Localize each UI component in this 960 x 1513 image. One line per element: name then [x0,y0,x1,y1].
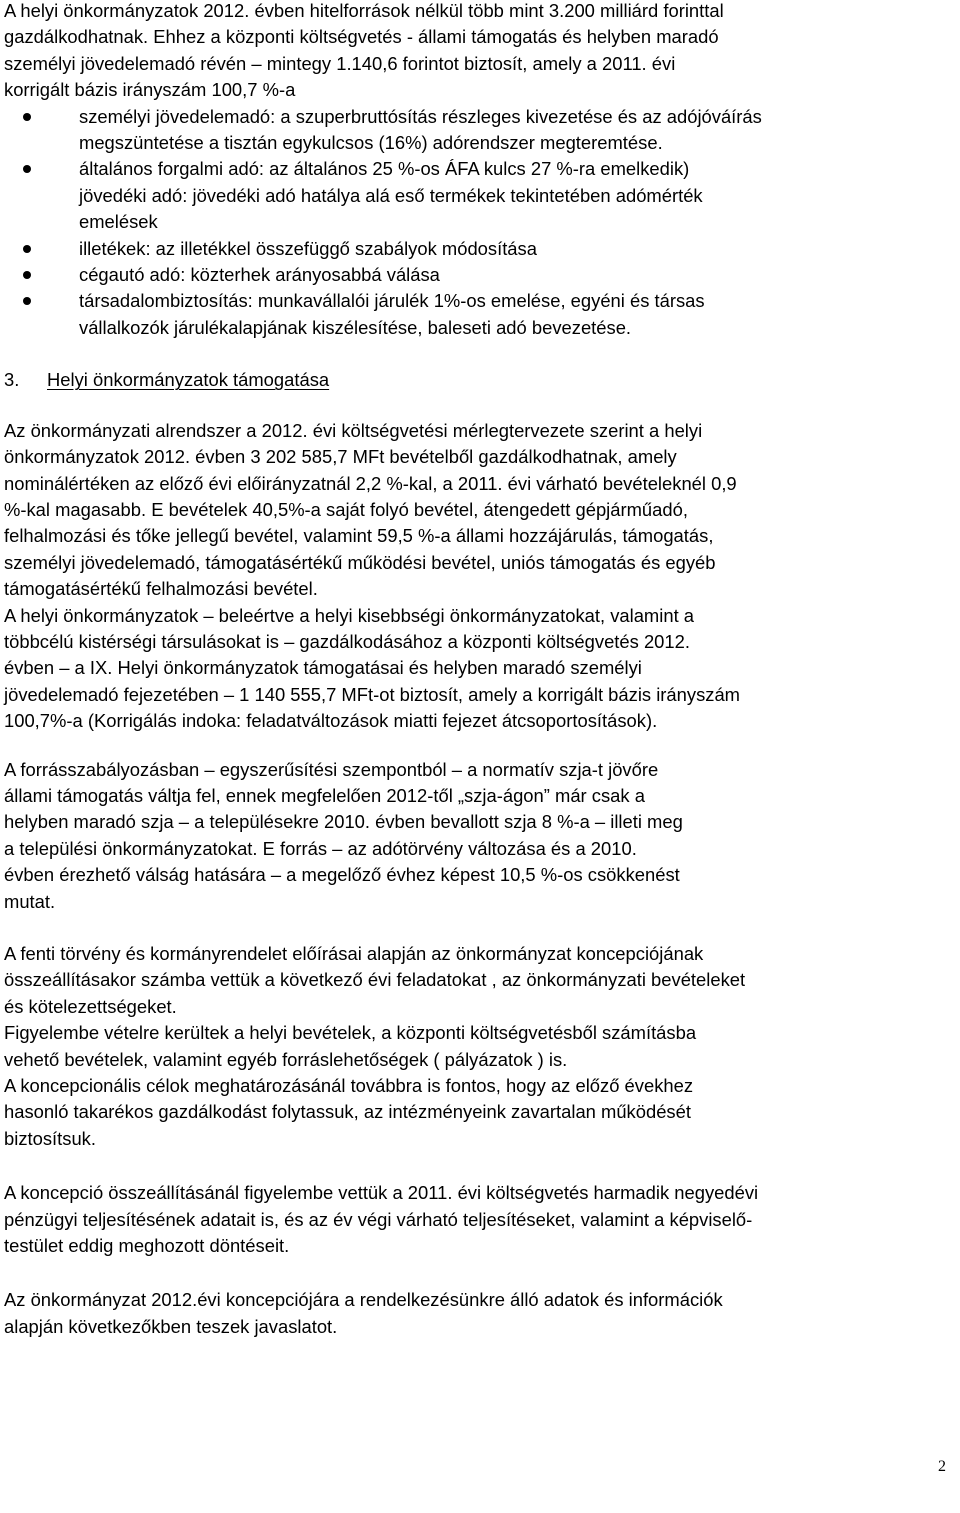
paragraph-line: évben érezhető válság hatására – a megelőző évhez képest 10,5 %-os csökkenést [4,864,680,886]
paragraph-line: A koncepcionális célok meghatározásánál továbbra is fontos, hogy az előző évekhez [4,1075,694,1097]
paragraph-line: A koncepció összeállításánál figyelembe vettük a 2011. évi költségvetés harmadik negyedévi [4,1182,759,1204]
page-number: 2 [938,1458,946,1475]
paragraph-line: pénzügyi teljesítésének adatait is, és az év végi várható teljesítéseket, valamint a képviselő- [4,1208,753,1230]
paragraph-line: évben – a IX. Helyi önkormányzatok támogatásai és helyben maradó személyi [4,657,642,679]
intro-line: személyi jövedelemadó révén – mintegy 1.140,6 forintot biztosít, amely a 2011. évi [4,52,676,74]
paragraph-javaslat [4,1287,952,1340]
paragraph-line: támogatásértékű felhalmozási bevétel. [4,578,318,600]
paragraph-line: vehető bevételek, valamint egyéb forráslehetőségek ( pályázatok ) is. [4,1048,568,1070]
paragraph-line: és kötelezettségeket. [4,995,177,1017]
bullet-line: megszüntetése a tisztán egykulcsos (16%) adórendszer megteremtése. [79,132,663,154]
paragraph-forrasszabalyozas [4,757,952,915]
paragraph-line: helyben maradó szja – a településekre 2010. évben bevallott szja 8 %-a – illeti meg [4,811,683,833]
paragraph-line: biztosítsuk. [4,1127,96,1149]
intro-line: A helyi önkormányzatok 2012. évben hitelforrások nélkül több mint 3.200 milliárd forinttal [4,0,724,21]
intro-paragraph [4,0,952,104]
bullet-item-tarsadalombiztositas [4,288,952,341]
paragraph-line: Figyelembe vételre kerültek a helyi bevételek, a központi költségvetésből számításba [4,1022,697,1044]
bullet-line: jövedéki adó: jövedéki adó hatálya alá eső termékek tekintetében adómérték [79,184,703,206]
bullet-item-afa [4,156,952,235]
paragraph-line: testület eddig meghozott döntéseit. [4,1235,290,1257]
bullet-icon [23,297,31,305]
bullet-line: személyi jövedelemadó: a szuperbruttósítás részleges kivezetése és az adójóváírás [79,105,762,127]
paragraph-line: alapján következőkben teszek javaslatot. [4,1315,338,1337]
section-heading [4,367,952,393]
bullet-line: cégautó adó: közterhek arányosabbá válása [79,264,440,286]
paragraph-line: A forrásszabályozásban – egyszerűsítési szempontból – a normatív szja-t jövőre [4,758,659,780]
intro-line: korrigált bázis irányszám 100,7 %-a [4,79,296,101]
paragraph-line: állami támogatás váltja fel, ennek megfelelően 2012-től „szja-ágon” már csak a [4,784,645,806]
bullet-icon [23,245,31,253]
paragraph-line: felhalmozási és tőke jellegű bevétel, valamint 59,5 %-a állami hozzájárulás, támogatás, [4,525,714,547]
bullet-item-illetekek [4,236,952,262]
bullet-line: általános forgalmi adó: az általános 25 %-os ÁFA kulcs 27 %-ra emelkedik) [79,158,690,180]
paragraph-alrendszer [4,418,952,603]
paragraph-koncepcio [4,1180,952,1259]
section-number: 3. [4,369,20,391]
paragraph-line: Az önkormányzati alrendszer a 2012. évi költségvetési mérlegtervezete szerint a helyi [4,419,703,441]
bullet-line: emelések [79,211,158,233]
paragraph-line: A fenti törvény és kormányrendelet előírásai alapján az önkormányzat koncepciójának [4,943,704,964]
bullet-line: vállalkozók járulékalapjának kiszélesítése, baleseti adó bevezetése. [79,316,632,338]
bullet-icon [23,113,31,121]
paragraph-line: nominálértéken az előző évi előirányzatnál 2,2 %-kal, a 2011. évi várható bevételeknél 0,9 [4,472,737,494]
paragraph-figyelembe [4,1020,952,1073]
tax-changes-bullet-list [4,104,952,342]
paragraph-line: Az önkormányzat 2012.évi koncepciójára a rendelkezésünkre álló adatok és információk [4,1289,723,1311]
bullet-line: társadalombiztosítás: munkavállalói járulék 1%-os emelése, egyéni és társas [79,290,705,312]
paragraph-line: %-kal magasabb. E bevételek 40,5%-a saját folyó bevétel, átengedett gépjárműadó, [4,498,688,520]
paragraph-line: önkormányzatok 2012. évben 3 202 585,7 MFt bevételből gazdálkodhatnak, amely [4,446,677,468]
intro-line: gazdálkodhatnak. Ehhez a központi költségvetés - állami támogatás és helyben maradó [4,26,719,48]
paragraph-helyi-onkormanyzatok [4,603,952,735]
paragraph-line: hasonló takarékos gazdálkodást folytassuk, az intézményeink zavartalan működését [4,1101,691,1123]
paragraph-line: többcélú kistérségi társulásokat is – gazdálkodásához a központi költségvetés 2012. [4,630,690,652]
bullet-item-cegauto [4,262,952,288]
bullet-icon [23,271,31,279]
paragraph-line: A helyi önkormányzatok – beleértve a helyi kisebbségi önkormányzatokat, valamint a [4,604,695,626]
section-title: Helyi önkormányzatok támogatása [47,369,330,391]
paragraph-line: 100,7%-a (Korrigálás indoka: feladatváltozások miatti fejezet átcsoportosítások). [4,710,658,732]
paragraph-torveny [4,941,952,1020]
bullet-item-szja [4,104,952,157]
paragraph-koncepcionalis [4,1073,952,1152]
paragraph-line: személyi jövedelemadó, támogatásértékű működési bevétel, uniós támogatás és egyéb [4,551,716,573]
paragraph-line: jövedelemadó fejezetében – 1 140 555,7 MFt-ot biztosít, amely a korrigált bázis irányszám [4,683,741,705]
bullet-line: illetékek: az illetékkel összefüggő szabályok módosítása [79,237,537,259]
document-page [4,0,952,1340]
bullet-icon [23,165,31,173]
paragraph-line: a települési önkormányzatokat. E forrás – az adótörvény változása és a 2010. [4,837,637,859]
paragraph-line: összeállításakor számba vettük a következő évi feladatokat , az önkormányzati bevételeket [4,969,746,991]
paragraph-line: mutat. [4,890,56,912]
